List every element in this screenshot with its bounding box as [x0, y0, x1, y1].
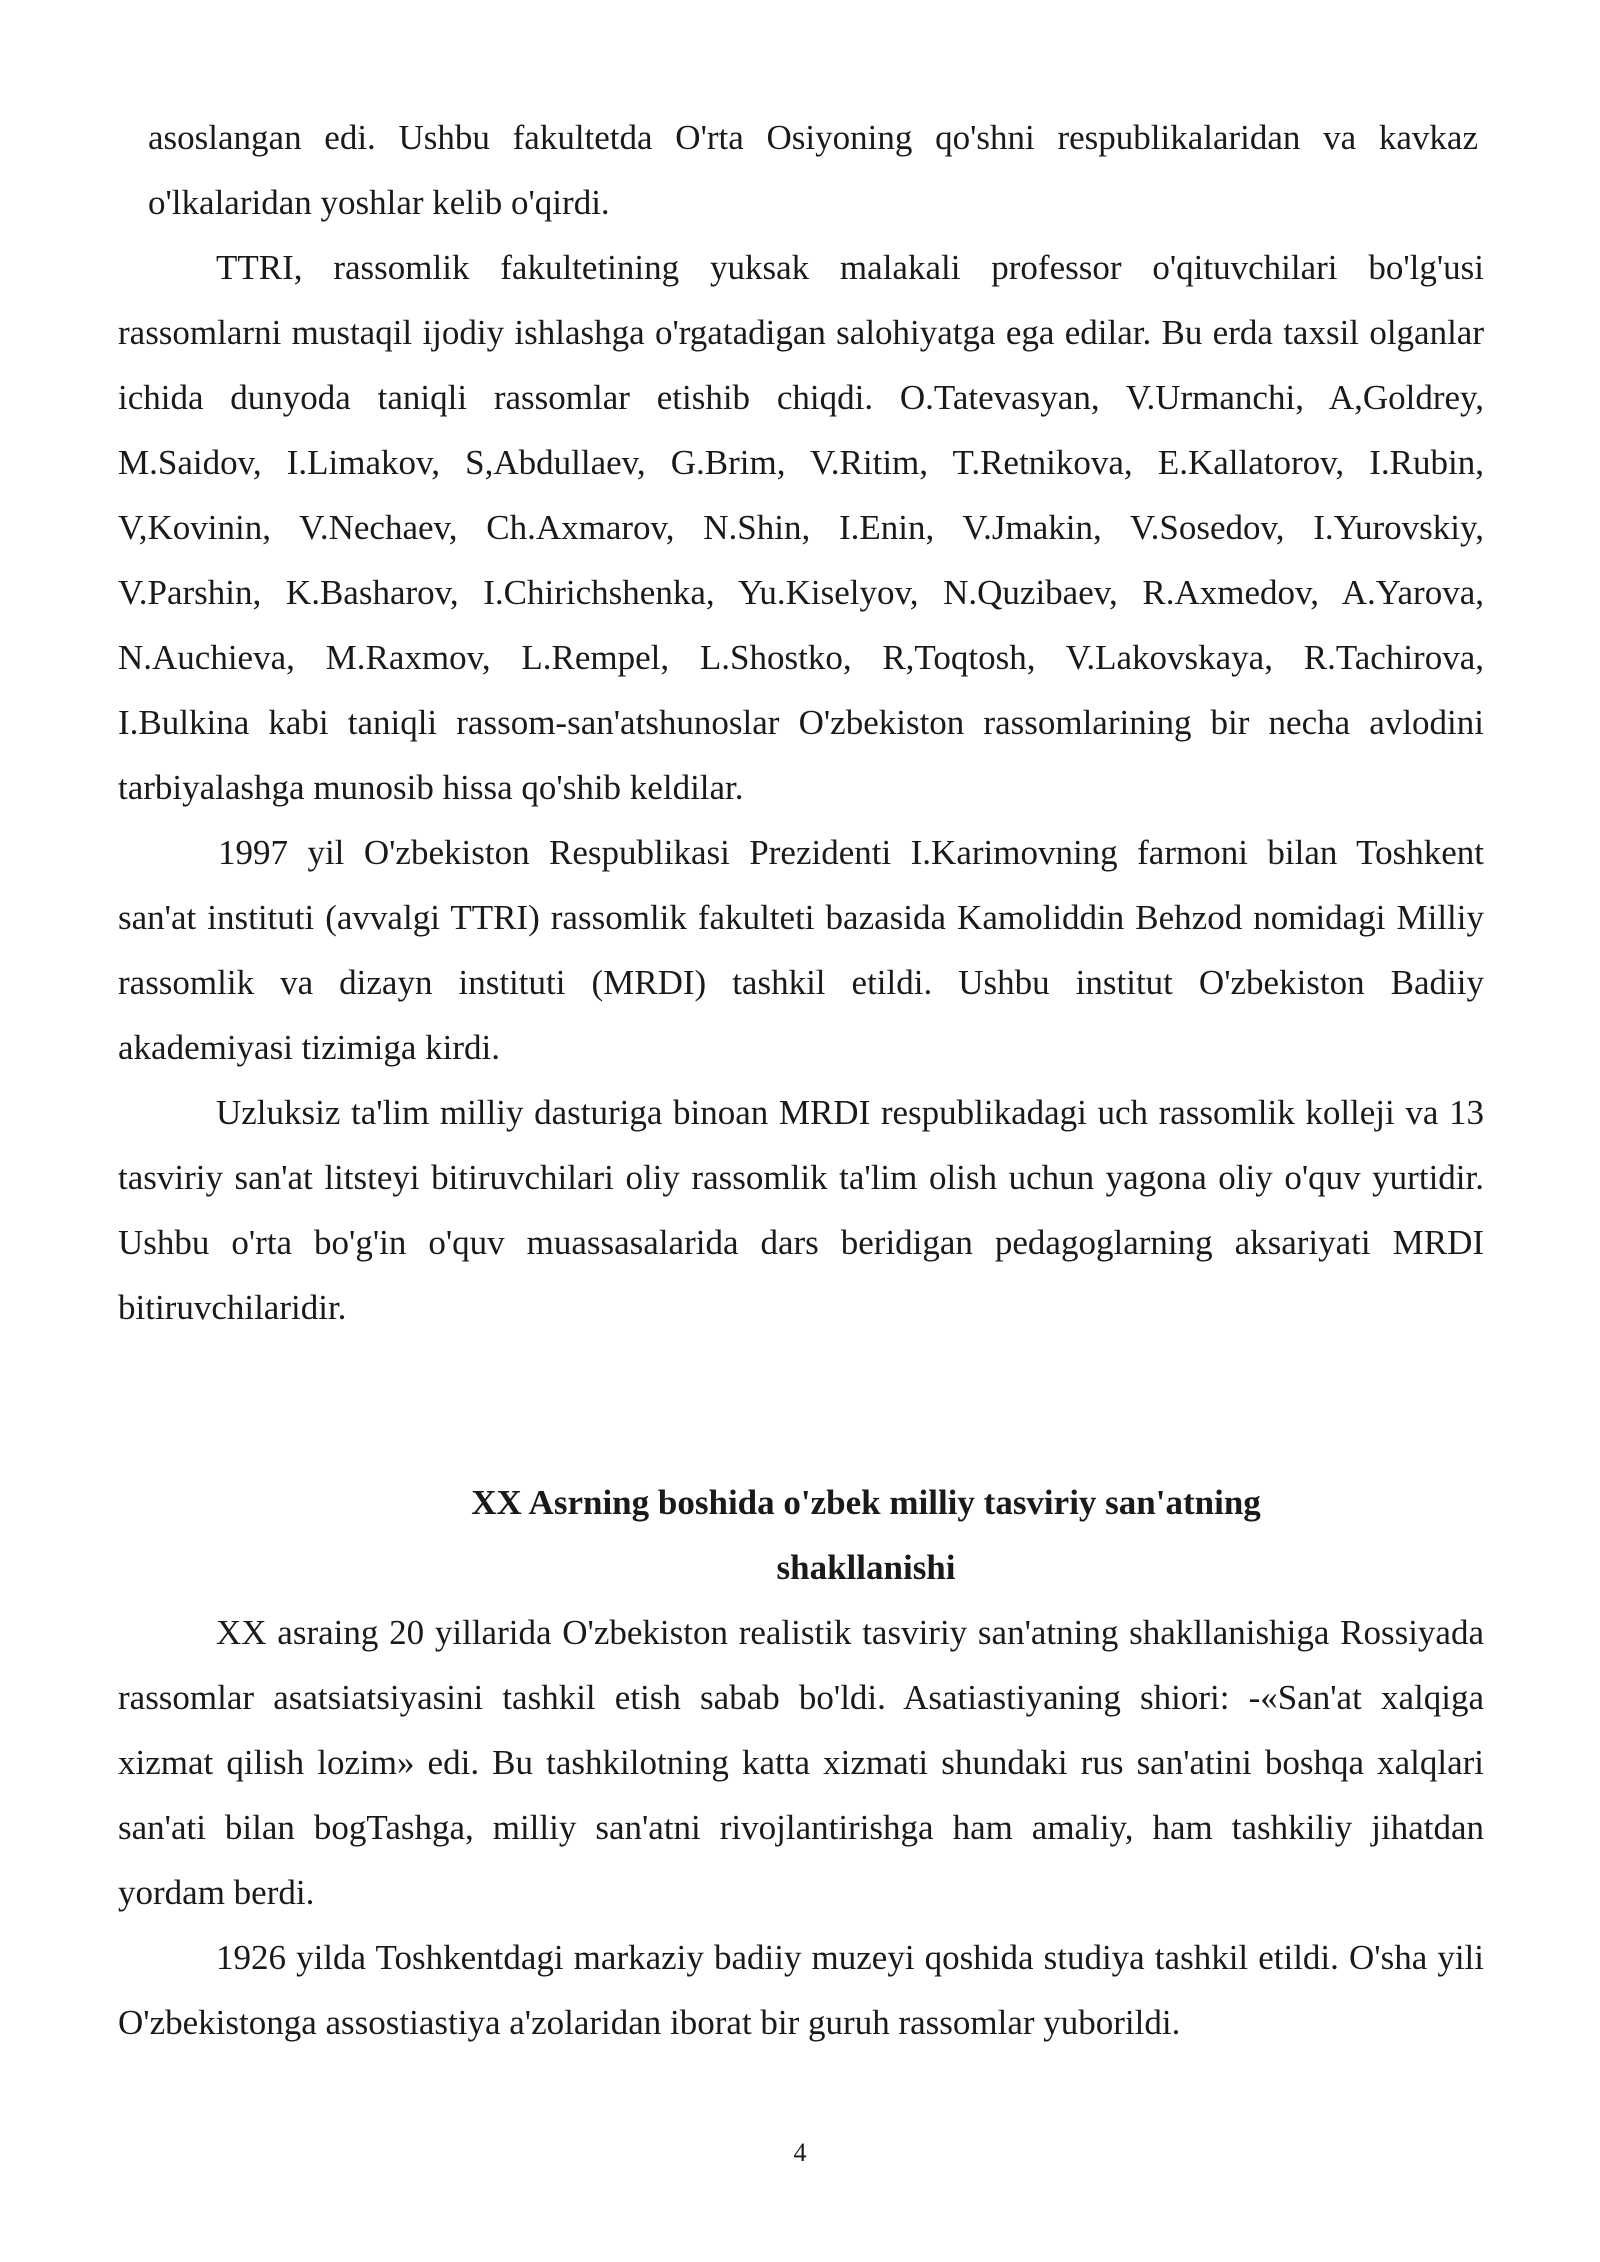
section-heading	[118, 1470, 1484, 1600]
paragraph-continuous-education: Uzluksiz ta'lim milliy dasturiga binoan MRDI respublikadagi uch rassomlik kolleji va 13 tasviriy san'at litsteyi bitiruvchilari oliy rassomlik ta'lim olish uchun yagona oliy o'quv yurtidir. Ushbu o'rta bo'g'in o'quv muassasalarida dars beridigan pedagoglarning aksariyati MRDI bitiruvchilaridir.	[118, 1093, 1484, 1327]
paragraph-1926-studio: 1926 yilda Toshkentdagi markaziy badiiy muzeyi qoshida studiya tashkil etildi. O'sha yili O'zbekistonga assostiastiya a'zolaridan iborat bir guruh rassomlar yuborildi.	[118, 1938, 1484, 2042]
page-number: 4	[793, 2138, 807, 2167]
section-heading-line-2: shakllanishi	[776, 1548, 956, 1587]
paragraph-xx-century-formation: XX asraing 20 yillarida O'zbekiston realistik tasviriy san'atning shakllanishiga Rossiyada rassomlar asatsiatsiyasini tashkil etish sabab bo'ldi. Asatiastiyaning shiori: -«San'at xalqiga xizmat qilish lozim» edi. Bu tashkilotning katta xizmati shundaki rus san'atini boshqa xalqlari san'ati bilan bogTashga, milliy san'atni rivojlantirishga ham amaliy, ham tashkiliy jihatdan yordam berdi.	[118, 1613, 1484, 1912]
paragraph-ttri-faculty: TTRI, rassomlik fakultetining yuksak malakali professor o'qituvchilari bo'lg'usi rassomlarni mustaqil ijodiy ishlashga o'rgatadigan salohiyatga ega edilar. Bu erda taxsil olganlar ichida dunyoda taniqli rassomlar etishib chiqdi. O.Tatevasyan, V.Urmanchi, A,Goldrey, M.Saidov, I.Limakov, S,Abdullaev, G.Brim, V.Ritim, T.Retnikova, E.Kallatorov, I.Rubin, V,Kovinin, V.Nechaev, Ch.Axmarov, N.Shin, I.Enin, V.Jmakin, V.Sosedov, I.Yurovskiy, V.Parshin, K.Basharov, I.Chirichshenka, Yu.Kiselyov, N.Quzibaev, R.Axmedov, A.Yarova, N.Auchieva, M.Raxmov, L.Rempel, L.Shostko, R,Toqtosh, V.Lakovskaya, R.Tachirova, I.Bulkina kabi taniqli rassom-san'atshunoslar O'zbekiston rassomlarining bir necha avlodini tarbiyalashga munosib hissa qo'shib keldilar.	[118, 248, 1484, 807]
section-paragraphs	[118, 1600, 1484, 2055]
intro-paragraph: asoslangan edi. Ushbu fakultetda O'rta Osiyoning qo'shni respublikalaridan va kavkaz o'lkalaridan yoshlar kelib o'qirdi.	[148, 118, 1478, 222]
paragraph-1997-institute: 1997 yil O'zbekiston Respublikasi Prezidenti I.Karimovning farmoni bilan Toshkent san'at instituti (avvalgi TTRI) rassomlik fakulteti bazasida Kamoliddin Behzod nomidagi Milliy rassomlik va dizayn instituti (MRDI) tashkil etildi. Ushbu institut O'zbekiston Badiiy akademiyasi tizimiga kirdi.	[118, 833, 1484, 1067]
body-paragraphs	[118, 235, 1484, 1340]
section-heading-line-1: XX Asrning boshida o'zbek milliy tasviriy san'atning	[471, 1483, 1261, 1522]
intro-paragraph-block	[148, 105, 1478, 235]
